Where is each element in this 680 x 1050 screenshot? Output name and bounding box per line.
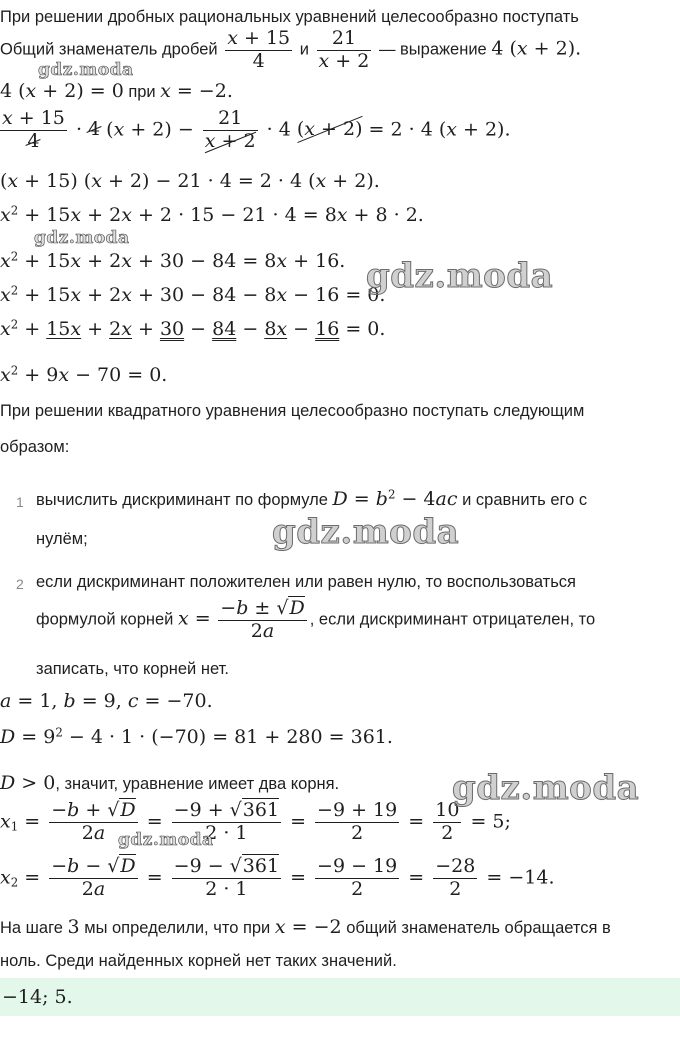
d-positive-line: D > 0, значит, уравнение имеет два корня. <box>0 772 340 794</box>
watermark-logo: gdz.moda <box>452 768 640 808</box>
intro-text-b: — выражение <box>378 40 487 59</box>
step-text-b: мы определили, что при <box>84 919 271 937</box>
answer: −14; 5. <box>2 986 73 1008</box>
fraction-21-over-x2: $\frac{21}{x + 2}$ <box>318 27 370 72</box>
step-check-line-2: ноль. Среди найденных корней нет таких значений. <box>0 952 397 970</box>
list-number-2: 2 <box>16 576 24 592</box>
discriminant-formula: $D = b^2 - 4ac$ <box>332 487 458 510</box>
equation-line-3: $x^2 + 15x + 2x + 30 - 84 = 8x + 16$. <box>0 249 346 272</box>
coefficients: a = 1, b = 9, c = −70. <box>0 690 213 712</box>
watermark-logo: gdz.moda <box>34 228 130 248</box>
d-positive-text: , значит, уравнение имеет два корня. <box>55 775 340 793</box>
roots-formula: $\frac{-b \pm √D}{2a}$ <box>220 597 305 642</box>
list-item-2: если дискриминант положителен или равен нулю, то воспользоваться <box>36 573 576 591</box>
list-item-2-cont: записать, что корней нет. <box>36 660 229 678</box>
equation-line-4: $x^2 + 15x + 2x + 30 - 84 - 8x - 16 = 0$. <box>0 283 386 306</box>
list-item-1-cont: нулём; <box>36 530 88 548</box>
list-item-1-text-b: и сравнить его с <box>462 491 588 509</box>
step-check-line: На шаге 3 мы определили, что при x = −2 общий знаменатель обращается в <box>0 916 611 938</box>
root-x2: $x_2$ = $\frac{-b - √D}{2a}$ = $\frac{-9 - √361}{2 \cdot 1}$ = $\frac{-9 - 19}{2}$ = $\frac{-28}{2}$ = −14. <box>0 855 555 900</box>
equation-line-1: (x + 15) (x + 2) − 21 · 4 = 2 · 4 (x + 2). <box>0 170 380 192</box>
fraction-x15-over-4: $\frac{x + 15}{4}$ <box>227 27 291 72</box>
intro-text-a: Общий знаменатель дробей <box>0 40 218 59</box>
list-item-2-text-b: формулой корней <box>36 610 174 629</box>
watermark-logo: gdz.moda <box>366 256 554 296</box>
quad-para-2: образом: <box>0 438 70 456</box>
watermark-logo: gdz.moda <box>38 60 134 80</box>
watermark-logo: gdz.moda <box>272 512 460 552</box>
intro-line-1: При решении дробных рациональных уравнений целесообразно поступать <box>0 8 579 26</box>
intro-when: при <box>128 83 156 101</box>
quad-para-1: При решении квадратного уравнения целесообразно поступать следующим <box>0 402 585 420</box>
step-number: 3 <box>67 916 80 938</box>
list-item-1-text-a: вычислить дискриминант по формуле <box>36 491 328 509</box>
list-number-1: 1 <box>16 494 24 510</box>
answer-box <box>0 978 680 1016</box>
list-item-1 <box>36 488 680 510</box>
list-item-2-formula-line: формулой корней x = $\frac{-b \pm √D}{2a}$ , если дискриминант отрицателен, то <box>36 597 596 642</box>
multiply-equation: $\frac{x + 15}{4}$ · 4 (x + 2) − $\frac{21}{x + 2}$ · 4 (x + 2) = 2 · 4 (x + 2). <box>2 107 511 152</box>
common-denominator: 4 (x + 2). <box>491 37 582 60</box>
root-x1: $x_1$ = $\frac{-b + √D}{2a}$ = $\frac{-9 + √361}{2 \cdot 1}$ = $\frac{-9 + 19}{2}$ = $\frac{10}{2}$ = 5; <box>0 799 511 844</box>
step-text-a: На шаге <box>0 919 63 937</box>
equation-line-6: $x^2 + 9x - 70 = 0$. <box>0 363 168 386</box>
denominator-zero-line: 4 (x + 2) = 0 при x = −2. <box>0 80 233 102</box>
discriminant-value: $D = 9^2 - 4 \cdot 1 \cdot (-70) = 81 + 280 = 361$. <box>0 725 393 748</box>
watermark-logo: gdz.moda <box>118 830 214 850</box>
list-item-2-text-c: , если дискриминант отрицателен, то <box>309 610 596 629</box>
equation-line-2: $x^2 + 15x + 2x + 2 \cdot 15 - 21 \cdot 4 = 8x + 8 \cdot 2$. <box>0 203 424 226</box>
step-text-c: общий знаменатель обращается в <box>346 919 611 937</box>
equation-line-5: $x^2 + 15x + 2x + 30 - 84 - 8x - 16 = 0$. <box>0 317 386 340</box>
intro-and: и <box>299 40 309 59</box>
